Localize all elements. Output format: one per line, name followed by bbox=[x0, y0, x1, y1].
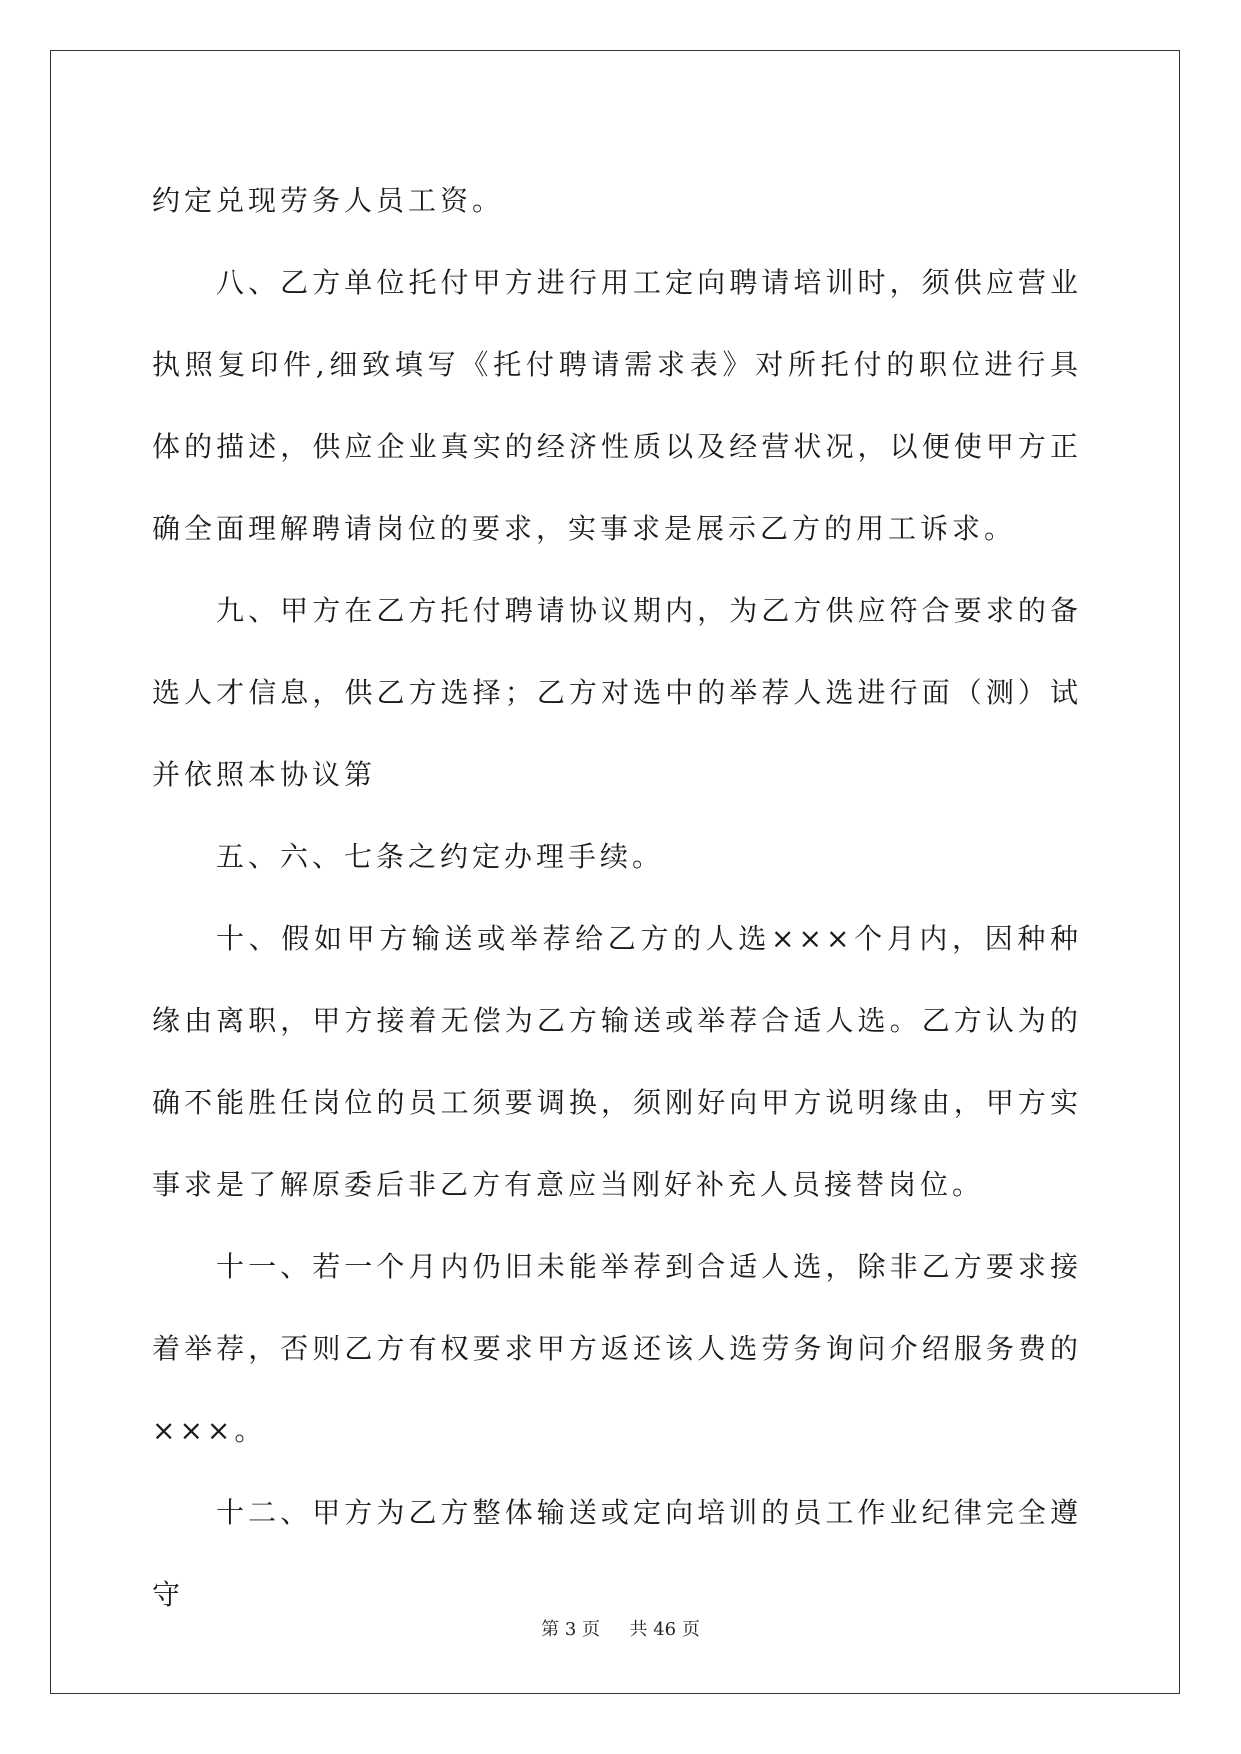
document-body bbox=[152, 160, 1082, 1636]
paragraph-7: 十二、甲方为乙方整体输送或定向培训的员工作业纪律完全遵守 bbox=[152, 1496, 1082, 1611]
page-number: 第 3 页 bbox=[541, 1619, 601, 1640]
paragraph-4: 五、六、七条之约定办理手续。 bbox=[216, 840, 665, 873]
paragraph-3: 九、甲方在乙方托付聘请协议期内，为乙方供应符合要求的备选人才信息，供乙方选择；乙方对选中的举荐人选进行面（测）试并依照本协议第 bbox=[152, 594, 1082, 791]
paragraph-2: 八、乙方单位托付甲方进行用工定向聘请培训时，须供应营业执照复印件,细致填写《托付聘请需求表》对所托付的职位进行具体的描述，供应企业真实的经济性质以及经营状况，以便使甲方正确全面理解聘请岗位的要求，实事求是展示乙方的用工诉求。 bbox=[152, 266, 1082, 545]
page-footer bbox=[0, 1615, 1241, 1641]
page-total: 共 46 页 bbox=[629, 1619, 700, 1640]
paragraph-6: 十一、若一个月内仍旧未能举荐到合适人选，除非乙方要求接着举荐，否则乙方有权要求甲方返还该人选劳务询问介绍服务费的×××。 bbox=[152, 1250, 1082, 1447]
paragraph-1: 约定兑现劳务人员工资。 bbox=[152, 184, 505, 217]
paragraph-5: 十、假如甲方输送或举荐给乙方的人选×××个月内，因种种缘由离职，甲方接着无偿为乙方输送或举荐合适人选。乙方认为的确不能胜任岗位的员工须要调换，须刚好向甲方说明缘由，甲方实事求是了解原委后非乙方有意应当刚好补充人员接替岗位。 bbox=[152, 922, 1082, 1201]
